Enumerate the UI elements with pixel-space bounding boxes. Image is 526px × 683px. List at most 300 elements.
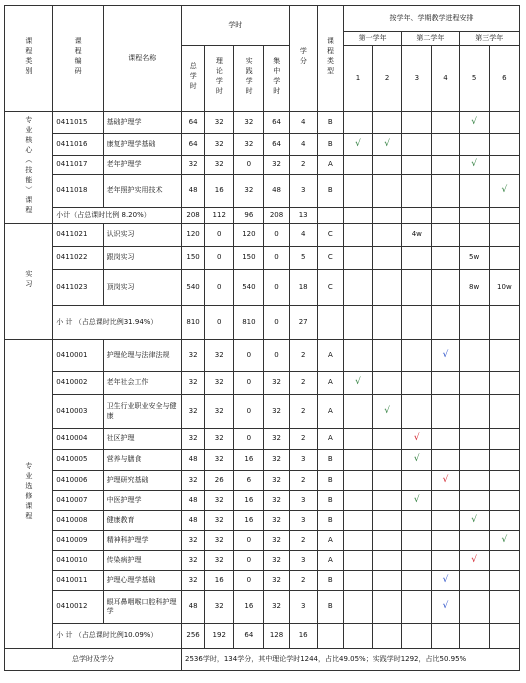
credit: 3: [289, 450, 317, 471]
check-mark: √: [471, 159, 477, 170]
schedule-cell: [373, 471, 402, 491]
table-row: [5, 551, 520, 571]
total-hours: 32: [182, 551, 205, 571]
subtotal-theory: 192: [205, 624, 234, 649]
schedule-cell: [343, 340, 372, 372]
schedule-cell: [432, 175, 459, 208]
course-type: B: [317, 591, 343, 624]
course-code: 0410012: [53, 591, 103, 624]
credit: 2: [289, 395, 317, 429]
concentrated-hours: 32: [264, 531, 289, 551]
practice-hours: 0: [234, 531, 264, 551]
table-row: [5, 270, 520, 306]
course-code: 0411016: [53, 134, 103, 156]
practice-hours: 540: [234, 270, 264, 306]
schedule-cell: [373, 551, 402, 571]
credit: 5: [289, 247, 317, 270]
course-name: 营养与膳食: [103, 450, 181, 471]
table-row: [5, 156, 520, 175]
theory-hours: 32: [205, 112, 234, 134]
course-type: C: [317, 270, 343, 306]
schedule-cell: [373, 340, 402, 372]
credit: 2: [289, 471, 317, 491]
total-hours: 540: [182, 270, 205, 306]
schedule-cell: [373, 156, 402, 175]
check-mark: √: [442, 601, 449, 612]
concentrated-hours: 32: [264, 591, 289, 624]
practice-hours: 0: [234, 340, 264, 372]
practice-hours: 32: [234, 175, 264, 208]
course-code: 0410008: [53, 511, 103, 531]
schedule-cell: [489, 450, 519, 471]
schedule-cell: [489, 471, 519, 491]
total-hours: 48: [182, 175, 205, 208]
schedule-weeks: [459, 247, 489, 270]
schedule-cell: [489, 491, 519, 511]
total-hours: 32: [182, 471, 205, 491]
schedule-check: [459, 112, 489, 134]
schedule-cell: [373, 450, 402, 471]
theory-hours: 32: [205, 395, 234, 429]
course-name: 卫生行业职业安全与健康: [103, 395, 181, 429]
schedule-cell: [432, 306, 459, 340]
concentrated-hours: 32: [264, 471, 289, 491]
course-code: 0410003: [53, 395, 103, 429]
schedule-cell: [489, 429, 519, 450]
header-category: 课程类别: [5, 6, 53, 112]
check-mark: √: [384, 405, 391, 416]
schedule-check: [459, 511, 489, 531]
schedule-cell: [373, 531, 402, 551]
schedule-cell: [343, 224, 372, 247]
course-type: A: [317, 551, 343, 571]
schedule-cell: [432, 270, 459, 306]
header-practice: 实践学时: [234, 46, 264, 112]
header-code: 课程编码: [53, 6, 103, 112]
schedule-cell: [402, 340, 432, 372]
schedule-check: [402, 491, 432, 511]
total-hours: 48: [182, 450, 205, 471]
table-row: [5, 531, 520, 551]
course-name: 护理心理学基础: [103, 571, 181, 591]
subtotal-concentrated: 128: [264, 624, 289, 649]
schedule-cell: [373, 372, 402, 395]
course-type: B: [317, 511, 343, 531]
schedule-cell: [432, 156, 459, 175]
header-semester-2: 2: [373, 46, 402, 112]
schedule-cell: [402, 112, 432, 134]
course-name: 护理研究基础: [103, 471, 181, 491]
check-mark: √: [413, 433, 420, 444]
credit: 2: [289, 571, 317, 591]
concentrated-hours: 0: [264, 270, 289, 306]
category-cell: [5, 112, 53, 224]
practice-hours: 16: [234, 591, 264, 624]
table-row: [5, 175, 520, 208]
schedule-cell: [432, 372, 459, 395]
schedule-cell: [373, 571, 402, 591]
credit: 2: [289, 156, 317, 175]
weeks-label: 8w: [469, 282, 480, 291]
course-type: B: [317, 571, 343, 591]
header-schedule: 按学年、学期教学进程安排: [343, 6, 519, 32]
practice-hours: 16: [234, 450, 264, 471]
schedule-cell: [373, 247, 402, 270]
credit: 2: [289, 340, 317, 372]
schedule-cell: [432, 395, 459, 429]
header-type: 课程类型: [317, 6, 343, 112]
check-mark: √: [442, 474, 449, 485]
course-type: A: [317, 395, 343, 429]
schedule-check: [432, 471, 459, 491]
schedule-cell: [459, 531, 489, 551]
course-type: B: [317, 175, 343, 208]
subtotal-theory: 0: [205, 306, 234, 340]
credit: 4: [289, 134, 317, 156]
course-name: 顶岗实习: [103, 270, 181, 306]
check-mark: √: [413, 454, 420, 465]
schedule-cell: [343, 491, 372, 511]
concentrated-hours: 32: [264, 450, 289, 471]
practice-hours: 16: [234, 511, 264, 531]
schedule-weeks: [459, 270, 489, 306]
schedule-cell: [343, 450, 372, 471]
total-hours: 48: [182, 491, 205, 511]
schedule-cell: [459, 471, 489, 491]
practice-hours: 150: [234, 247, 264, 270]
schedule-check: [432, 340, 459, 372]
schedule-cell: [432, 429, 459, 450]
schedule-cell: [343, 624, 372, 649]
schedule-cell: [432, 531, 459, 551]
weeks-label: 5w: [469, 253, 480, 262]
total-hours: 32: [182, 571, 205, 591]
course-name: 传染病护理: [103, 551, 181, 571]
subtotal-type: [317, 306, 343, 340]
schedule-cell: [459, 591, 489, 624]
concentrated-hours: 64: [264, 112, 289, 134]
course-type: B: [317, 450, 343, 471]
schedule-cell: [343, 306, 372, 340]
schedule-cell: [459, 624, 489, 649]
practice-hours: 32: [234, 112, 264, 134]
category-label: 专业核心（技能）课程: [24, 115, 33, 216]
category-cell: [5, 340, 53, 649]
course-name: 康复护理学基础: [103, 134, 181, 156]
course-code: 0411015: [53, 112, 103, 134]
total-hours: 32: [182, 156, 205, 175]
course-code: 0410007: [53, 491, 103, 511]
schedule-cell: [373, 112, 402, 134]
concentrated-hours: 32: [264, 429, 289, 450]
theory-hours: 26: [205, 471, 234, 491]
check-mark: √: [384, 138, 391, 149]
subtotal-total: 810: [182, 306, 205, 340]
schedule-cell: [402, 306, 432, 340]
schedule-check: [402, 450, 432, 471]
schedule-check: [373, 134, 402, 156]
check-mark: √: [355, 377, 361, 388]
schedule-cell: [489, 247, 519, 270]
concentrated-hours: 32: [264, 156, 289, 175]
theory-hours: 32: [205, 372, 234, 395]
schedule-cell: [402, 156, 432, 175]
schedule-cell: [343, 270, 372, 306]
total-hours: 32: [182, 531, 205, 551]
practice-hours: 16: [234, 491, 264, 511]
subtotal-practice: 96: [234, 208, 264, 224]
subtotal-total: 256: [182, 624, 205, 649]
practice-hours: 0: [234, 372, 264, 395]
subtotal-label: 小 计 （占总课时比例10.09%）: [53, 624, 182, 649]
course-name: 老年社会工作: [103, 372, 181, 395]
theory-hours: 32: [205, 429, 234, 450]
course-code: 0410006: [53, 471, 103, 491]
subtotal-row: [5, 624, 520, 649]
course-name: 老年照护实用技术: [103, 175, 181, 208]
table-row: [5, 571, 520, 591]
header-total: 总学时: [182, 46, 205, 112]
subtotal-label: 小计（占总课时比例 8.20%）: [53, 208, 182, 224]
table-row: [5, 429, 520, 450]
concentrated-hours: 64: [264, 134, 289, 156]
total-hours: 32: [182, 372, 205, 395]
practice-hours: 0: [234, 395, 264, 429]
schedule-cell: [343, 156, 372, 175]
schedule-cell: [373, 208, 402, 224]
total-hours: 48: [182, 591, 205, 624]
credit: 3: [289, 511, 317, 531]
schedule-cell: [402, 624, 432, 649]
course-type: A: [317, 429, 343, 450]
schedule-cell: [459, 372, 489, 395]
schedule-cell: [373, 224, 402, 247]
course-type: B: [317, 112, 343, 134]
schedule-cell: [432, 112, 459, 134]
header-semester-1: 1: [343, 46, 372, 112]
credit: 2: [289, 531, 317, 551]
table-row: [5, 471, 520, 491]
weeks-label: 4w: [411, 230, 422, 239]
schedule-check: [343, 134, 372, 156]
theory-hours: 32: [205, 491, 234, 511]
schedule-cell: [489, 112, 519, 134]
theory-hours: 0: [205, 247, 234, 270]
schedule-check: [489, 175, 519, 208]
course-name: 认识实习: [103, 224, 181, 247]
schedule-cell: [343, 175, 372, 208]
schedule-weeks: [402, 224, 432, 247]
category-label: 实习: [24, 269, 33, 290]
concentrated-hours: 48: [264, 175, 289, 208]
credit: 3: [289, 175, 317, 208]
header-semester-6: 6: [489, 46, 519, 112]
header-concentrated: 集中学时: [264, 46, 289, 112]
schedule-cell: [373, 270, 402, 306]
subtotal-credit: 16: [289, 624, 317, 649]
course-type: C: [317, 224, 343, 247]
header-hours: 学时: [182, 6, 290, 46]
schedule-cell: [343, 531, 372, 551]
course-code: 0410011: [53, 571, 103, 591]
schedule-cell: [373, 306, 402, 340]
header-semester-4: 4: [432, 46, 459, 112]
check-mark: √: [501, 185, 508, 196]
total-hours: 32: [182, 429, 205, 450]
table-row: [5, 340, 520, 372]
subtotal-theory: 112: [205, 208, 234, 224]
concentrated-hours: 0: [264, 224, 289, 247]
header-semester-5: 5: [459, 46, 489, 112]
theory-hours: 16: [205, 571, 234, 591]
course-code: 0411022: [53, 247, 103, 270]
schedule-check: [402, 429, 432, 450]
weeks-label: 10w: [497, 282, 512, 291]
schedule-cell: [459, 134, 489, 156]
credit: 3: [289, 591, 317, 624]
schedule-cell: [402, 551, 432, 571]
schedule-cell: [432, 247, 459, 270]
check-mark: √: [471, 116, 477, 127]
schedule-cell: [459, 306, 489, 340]
concentrated-hours: 32: [264, 551, 289, 571]
theory-hours: 32: [205, 340, 234, 372]
theory-hours: 32: [205, 531, 234, 551]
table-row: [5, 224, 520, 247]
check-mark: √: [501, 534, 508, 545]
course-code: 0410004: [53, 429, 103, 450]
header-year-2: 第二学年: [402, 32, 459, 46]
schedule-cell: [489, 511, 519, 531]
check-mark: √: [471, 514, 477, 525]
course-name: 社区护理: [103, 429, 181, 450]
theory-hours: 32: [205, 511, 234, 531]
theory-hours: 32: [205, 134, 234, 156]
credit: 3: [289, 551, 317, 571]
schedule-check: [489, 531, 519, 551]
table-row: [5, 247, 520, 270]
schedule-cell: [402, 471, 432, 491]
subtotal-practice: 810: [234, 306, 264, 340]
table-row: [5, 372, 520, 395]
schedule-cell: [489, 224, 519, 247]
schedule-cell: [489, 306, 519, 340]
schedule-cell: [343, 571, 372, 591]
subtotal-row: [5, 306, 520, 340]
course-code: 0411023: [53, 270, 103, 306]
curriculum-table: [4, 5, 520, 671]
schedule-cell: [432, 551, 459, 571]
course-type: B: [317, 471, 343, 491]
concentrated-hours: 32: [264, 491, 289, 511]
check-mark: √: [471, 554, 477, 565]
schedule-cell: [402, 531, 432, 551]
subtotal-type: [317, 208, 343, 224]
schedule-weeks: [489, 270, 519, 306]
schedule-cell: [459, 571, 489, 591]
credit: 4: [289, 112, 317, 134]
table-row: [5, 591, 520, 624]
practice-hours: 0: [234, 571, 264, 591]
schedule-cell: [432, 134, 459, 156]
course-name: 老年护理学: [103, 156, 181, 175]
total-hours: 48: [182, 511, 205, 531]
course-code: 0411018: [53, 175, 103, 208]
schedule-cell: [459, 340, 489, 372]
practice-hours: 120: [234, 224, 264, 247]
subtotal-concentrated: 208: [264, 208, 289, 224]
schedule-cell: [432, 491, 459, 511]
table-row: [5, 450, 520, 471]
total-hours: 32: [182, 340, 205, 372]
practice-hours: 0: [234, 156, 264, 175]
category-label: 专业选修课程: [24, 462, 33, 523]
course-type: A: [317, 372, 343, 395]
schedule-cell: [343, 208, 372, 224]
schedule-cell: [489, 372, 519, 395]
credit: 2: [289, 429, 317, 450]
schedule-cell: [489, 591, 519, 624]
theory-hours: 0: [205, 224, 234, 247]
table-row: [5, 112, 520, 134]
credit: 18: [289, 270, 317, 306]
schedule-cell: [459, 491, 489, 511]
table-row: [5, 134, 520, 156]
theory-hours: 32: [205, 551, 234, 571]
total-hours: 120: [182, 224, 205, 247]
schedule-cell: [459, 208, 489, 224]
course-type: A: [317, 340, 343, 372]
schedule-check: [343, 372, 372, 395]
schedule-cell: [343, 551, 372, 571]
concentrated-hours: 0: [264, 247, 289, 270]
course-name: 护理伦理与法律法规: [103, 340, 181, 372]
practice-hours: 32: [234, 134, 264, 156]
schedule-cell: [489, 340, 519, 372]
schedule-cell: [402, 395, 432, 429]
schedule-cell: [373, 491, 402, 511]
schedule-cell: [402, 270, 432, 306]
schedule-cell: [432, 450, 459, 471]
total-hours: 64: [182, 112, 205, 134]
schedule-cell: [343, 511, 372, 531]
footer-text: 2536学时，134学分，其中理论学时1244，占比49.05%；实践学时1292，占比50.95%: [182, 649, 520, 671]
total-hours: 64: [182, 134, 205, 156]
schedule-cell: [343, 247, 372, 270]
subtotal-credit: 13: [289, 208, 317, 224]
course-type: A: [317, 531, 343, 551]
schedule-cell: [489, 208, 519, 224]
schedule-cell: [402, 591, 432, 624]
theory-hours: 0: [205, 270, 234, 306]
header-name: 课程名称: [103, 6, 181, 112]
schedule-cell: [489, 624, 519, 649]
credit: 4: [289, 224, 317, 247]
subtotal-concentrated: 0: [264, 306, 289, 340]
course-name: 跟岗实习: [103, 247, 181, 270]
schedule-cell: [343, 429, 372, 450]
course-name: 眼耳鼻咽喉口腔科护理学: [103, 591, 181, 624]
schedule-cell: [343, 591, 372, 624]
theory-hours: 32: [205, 156, 234, 175]
schedule-cell: [432, 224, 459, 247]
schedule-cell: [489, 551, 519, 571]
table-row: [5, 511, 520, 531]
schedule-cell: [402, 208, 432, 224]
theory-hours: 16: [205, 175, 234, 208]
schedule-check: [459, 551, 489, 571]
total-hours: 32: [182, 395, 205, 429]
